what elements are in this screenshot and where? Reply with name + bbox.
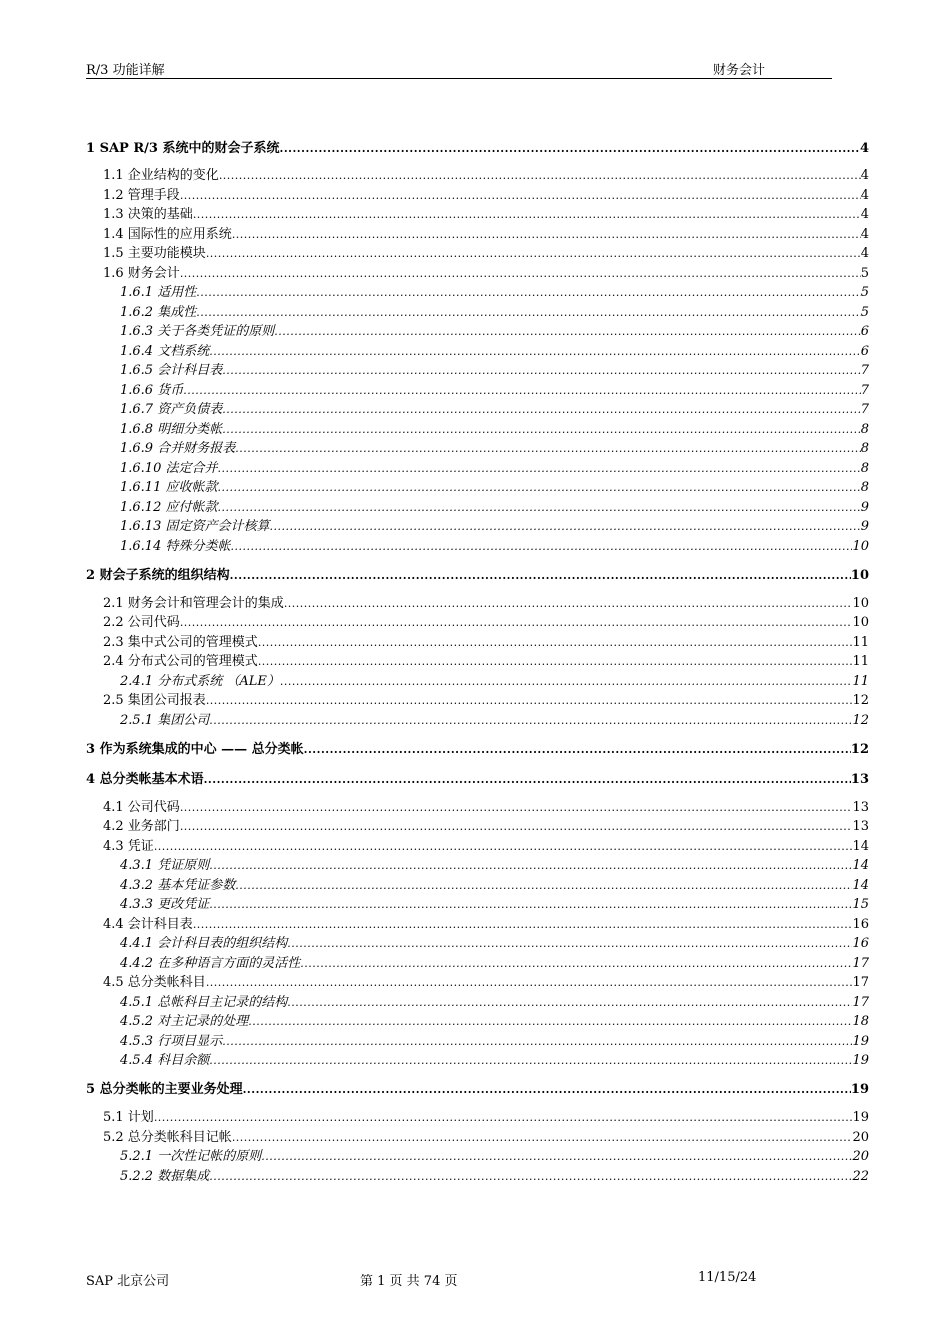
toc-dot-leader [196,305,861,320]
toc-entry[interactable] [86,893,869,913]
header-section-title: 财务会计 [713,63,766,78]
toc-entry-page: 6 [860,324,869,340]
toc-entry[interactable] [86,320,869,340]
toc-dot-leader [232,1130,853,1145]
toc-entry-page: 16 [852,936,869,952]
toc-entry-page: 19 [850,1082,869,1098]
toc-entry-page: 7 [860,363,869,379]
toc-entry-title: 4.3.1 凭证原则 [120,858,210,874]
toc-dot-leader [209,344,861,359]
toc-entry-page: 5 [860,265,869,281]
header-doc-title: R/3 功能详解 [86,63,165,78]
toc-entry-page: 20 [852,1129,869,1145]
toc-entry[interactable] [86,951,869,971]
toc-entry-title: 1.6.5 会计科目表 [120,363,223,379]
toc-entry-title: 1.6.11 应收帐款 [120,480,218,496]
toc-entry[interactable] [86,437,869,457]
toc-entry[interactable] [86,912,869,932]
toc-entry[interactable] [86,203,869,223]
toc-entry-title: 2.4.1 分布式系统 （ALE） [120,673,280,689]
toc-entry[interactable] [86,534,869,554]
footer-page-number: 第 1 页 共 74 页 [360,1274,458,1289]
toc-dot-leader [287,995,852,1010]
toc-dot-leader [230,539,852,554]
toc-entry[interactable] [86,242,869,262]
toc-entry-page: 12 [852,712,869,728]
toc-entry[interactable] [86,708,869,728]
toc-dot-leader [261,1149,852,1164]
toc-entry-title: 1.6.2 集成性 [120,304,197,320]
toc-entry-page: 4 [860,246,869,262]
toc-dot-leader [243,1082,851,1097]
toc-entry[interactable] [86,738,869,758]
toc-entry[interactable] [86,1106,869,1126]
toc-entry-title: 1 SAP R/3 系统中的财会子系统 [86,140,280,156]
toc-entry-title: 4.5.3 行项目显示 [120,1033,223,1049]
toc-dot-leader [154,1110,853,1125]
toc-entry-title: 1.6.3 关于各类凭证的原则 [120,324,275,340]
toc-entry[interactable] [86,456,869,476]
toc-entry[interactable] [86,417,869,437]
toc-entry-title: 4.4 会计科目表 [103,916,193,932]
toc-entry[interactable] [86,495,869,515]
toc-entry-page: 7 [860,382,869,398]
toc-entry-page: 5 [860,304,869,320]
footer-company: SAP 北京公司 [86,1274,170,1289]
toc-entry-page: 8 [860,460,869,476]
toc-dot-leader [183,383,861,398]
toc-entry-page: 10 [852,538,869,554]
toc-dot-leader [217,500,860,515]
toc-dot-leader [279,141,859,156]
toc-entry[interactable] [86,300,869,320]
toc-dot-leader [222,402,861,417]
toc-dot-leader [180,188,861,203]
toc-entry-page: 19 [852,1110,869,1126]
toc-entry[interactable] [86,834,869,854]
toc-entry-title: 5.2 总分类帐科目记帐 [103,1129,232,1145]
page-footer [86,1270,869,1288]
toc-entry[interactable] [86,515,869,535]
toc-entry[interactable] [86,689,869,709]
toc-entry[interactable] [86,164,869,184]
toc-entry-title: 4.3.3 更改凭证 [120,897,210,913]
toc-entry-title: 1.6.1 适用性 [120,285,197,301]
footer-date: 11/15/24 [698,1270,757,1285]
toc-entry-title: 1.6.10 法定合并 [120,460,218,476]
toc-entry-title: 1.2 管理手段 [103,187,180,203]
toc-dot-leader [258,654,853,669]
toc-entry-title: 5 总分类帐的主要业务处理 [86,1082,243,1098]
toc-entry-title: 2.4 分布式公司的管理模式 [103,654,258,670]
toc-entry[interactable] [86,1010,869,1030]
toc-entry[interactable] [86,854,869,874]
toc-entry-title: 1.6.14 特殊分类帐 [120,538,231,554]
toc-entry[interactable] [86,1145,869,1165]
toc-entry[interactable] [86,378,869,398]
toc-entry-page: 17 [852,994,869,1010]
toc-dot-leader [274,324,861,339]
toc-entry-page: 10 [852,595,869,611]
toc-dot-leader [206,693,853,708]
toc-entry-title: 4.4.1 会计科目表的组织结构 [120,936,288,952]
toc-entry[interactable] [86,1125,869,1145]
toc-entry-title: 2.3 集中式公司的管理模式 [103,634,258,650]
toc-dot-leader [284,596,853,611]
toc-entry[interactable] [86,990,869,1010]
toc-entry-page: 10 [850,568,869,584]
toc-entry-page: 18 [852,1014,869,1030]
toc-dot-leader [196,285,861,300]
toc-entry-page: 11 [852,673,869,689]
toc-entry-title: 4.4.2 在多种语言方面的灵活性 [120,955,301,971]
toc-entry-title: 2.5.1 集团公司 [120,712,210,728]
toc-entry[interactable] [86,359,869,379]
toc-entry-title: 5.2.1 一次性记帐的原则 [120,1149,262,1165]
toc-entry[interactable] [86,767,869,787]
toc-entry-page: 7 [860,402,869,418]
toc-dot-leader [193,917,853,932]
toc-dot-leader [180,819,853,834]
toc-dot-leader [269,519,860,534]
toc-entry[interactable] [86,1029,869,1049]
toc-dot-leader [217,461,860,476]
toc-entry-page: 4 [860,187,869,203]
toc-entry-page: 14 [852,877,869,893]
toc-entry[interactable] [86,261,869,281]
toc-entry-title: 1.6.12 应付帐款 [120,499,218,515]
toc-entry-page: 9 [860,519,869,535]
toc-entry-title: 4.5.2 对主记录的处理 [120,1014,249,1030]
toc-dot-leader [235,878,852,893]
toc-dot-leader [304,742,851,757]
toc-dot-leader [248,1014,852,1029]
toc-entry-page: 8 [860,441,869,457]
toc-entry-title: 1.6.8 明细分类帐 [120,421,223,437]
toc-entry[interactable] [86,222,869,242]
toc-entry[interactable] [86,932,869,952]
toc-dot-leader [217,480,860,495]
toc-entry-title: 1.4 国际性的应用系统 [103,226,232,242]
toc-entry[interactable] [86,971,869,991]
toc-entry-title: 1.6.7 资产负债表 [120,402,223,418]
toc-entry-page: 5 [860,285,869,301]
toc-entry-title: 1.6.13 固定资产会计核算 [120,519,270,535]
toc-entry-page: 14 [852,858,869,874]
toc-entry-title: 1.3 决策的基础 [103,207,193,223]
toc-dot-leader [222,1034,852,1049]
toc-entry-title: 5.2.2 数据集成 [120,1168,210,1184]
toc-dot-leader [219,168,861,183]
toc-dot-leader [287,936,852,951]
toc-entry-page: 13 [852,819,869,835]
toc-dot-leader [230,568,851,583]
toc-entry-page: 10 [852,615,869,631]
toc-entry[interactable] [86,1049,869,1069]
toc-entry[interactable] [86,136,869,156]
toc-entry-title: 4.3 凭证 [103,838,154,854]
toc-entry-page: 8 [860,480,869,496]
toc-dot-leader [206,246,861,261]
toc-dot-leader [206,975,853,990]
toc-entry-page: 6 [860,343,869,359]
toc-dot-leader [209,713,852,728]
toc-entry-title: 4.5 总分类帐科目 [103,975,206,991]
toc-entry-title: 1.1 企业结构的变化 [103,168,219,184]
toc-entry-title: 3 作为系统集成的中心 —— 总分类帐 [86,742,304,758]
toc-entry-page: 17 [852,955,869,971]
toc-dot-leader [209,897,852,912]
toc-entry-title: 1.6.6 货币 [120,382,184,398]
toc-dot-leader [180,615,853,630]
toc-entry[interactable] [86,591,869,611]
toc-entry[interactable] [86,611,869,631]
toc-entry[interactable] [86,815,869,835]
toc-dot-leader [258,635,853,650]
toc-entry-page: 11 [852,634,869,650]
toc-dot-leader [154,839,853,854]
toc-entry-page: 4 [860,207,869,223]
toc-entry-title: 2.1 财务会计和管理会计的集成 [103,595,284,611]
toc-entry-page: 14 [852,838,869,854]
toc-entry-page: 19 [852,1033,869,1049]
toc-entry[interactable] [86,1164,869,1184]
toc-dot-leader [209,1053,852,1068]
toc-entry-title: 4.2 业务部门 [103,819,180,835]
toc-entry-page: 20 [852,1149,869,1165]
toc-entry[interactable] [86,795,869,815]
toc-entry-page: 15 [852,897,869,913]
toc-entry-title: 2 财会子系统的组织结构 [86,568,230,584]
toc-entry-page: 11 [852,654,869,670]
toc-dot-leader [193,207,861,222]
toc-entry-page: 4 [860,226,869,242]
toc-entry-title: 4.5.4 科目余额 [120,1053,210,1069]
toc-entry[interactable] [86,564,869,584]
toc-dot-leader [180,800,853,815]
toc-entry[interactable] [86,1078,869,1098]
toc-entry-title: 1.6 财务会计 [103,265,180,281]
toc-entry-page: 16 [852,916,869,932]
toc-entry-page: 13 [852,799,869,815]
toc-entry-title: 1.5 主要功能模块 [103,246,206,262]
toc-entry[interactable] [86,650,869,670]
toc-entry-title: 4.3.2 基本凭证参数 [120,877,236,893]
toc-entry[interactable] [86,281,869,301]
toc-dot-leader [232,227,861,242]
toc-entry-title: 1.6.4 文档系统 [120,343,210,359]
toc-entry-title: 2.2 公司代码 [103,615,180,631]
table-of-contents [86,136,869,1184]
toc-entry-page: 12 [852,693,869,709]
toc-entry-title: 2.5 集团公司报表 [103,693,206,709]
toc-entry[interactable] [86,476,869,496]
toc-entry-title: 4.5.1 总帐科目主记录的结构 [120,994,288,1010]
toc-entry-page: 8 [860,421,869,437]
toc-entry-title: 4 总分类帐基本术语 [86,771,204,787]
toc-entry[interactable] [86,873,869,893]
toc-entry[interactable] [86,669,869,689]
toc-entry[interactable] [86,183,869,203]
toc-dot-leader [209,1169,852,1184]
toc-entry[interactable] [86,339,869,359]
toc-entry[interactable] [86,630,869,650]
toc-dot-leader [180,266,861,281]
toc-entry-title: 4.1 公司代码 [103,799,180,815]
toc-entry-page: 19 [852,1053,869,1069]
toc-dot-leader [209,858,852,873]
toc-entry-page: 22 [852,1168,869,1184]
toc-entry-page: 17 [852,975,869,991]
toc-dot-leader [235,441,861,456]
toc-entry[interactable] [86,398,869,418]
toc-entry-page: 4 [860,168,869,184]
toc-dot-leader [222,422,861,437]
page-header [86,58,832,79]
toc-entry-title: 5.1 计划 [103,1110,154,1126]
toc-dot-leader [300,956,852,971]
toc-entry-title: 1.6.9 合并财务报表 [120,441,236,457]
toc-entry-page: 4 [859,140,869,156]
toc-entry-page: 9 [860,499,869,515]
toc-entry-page: 12 [850,742,869,758]
toc-dot-leader [204,772,851,787]
toc-dot-leader [280,674,853,689]
toc-dot-leader [222,363,861,378]
toc-entry-page: 13 [850,771,869,787]
